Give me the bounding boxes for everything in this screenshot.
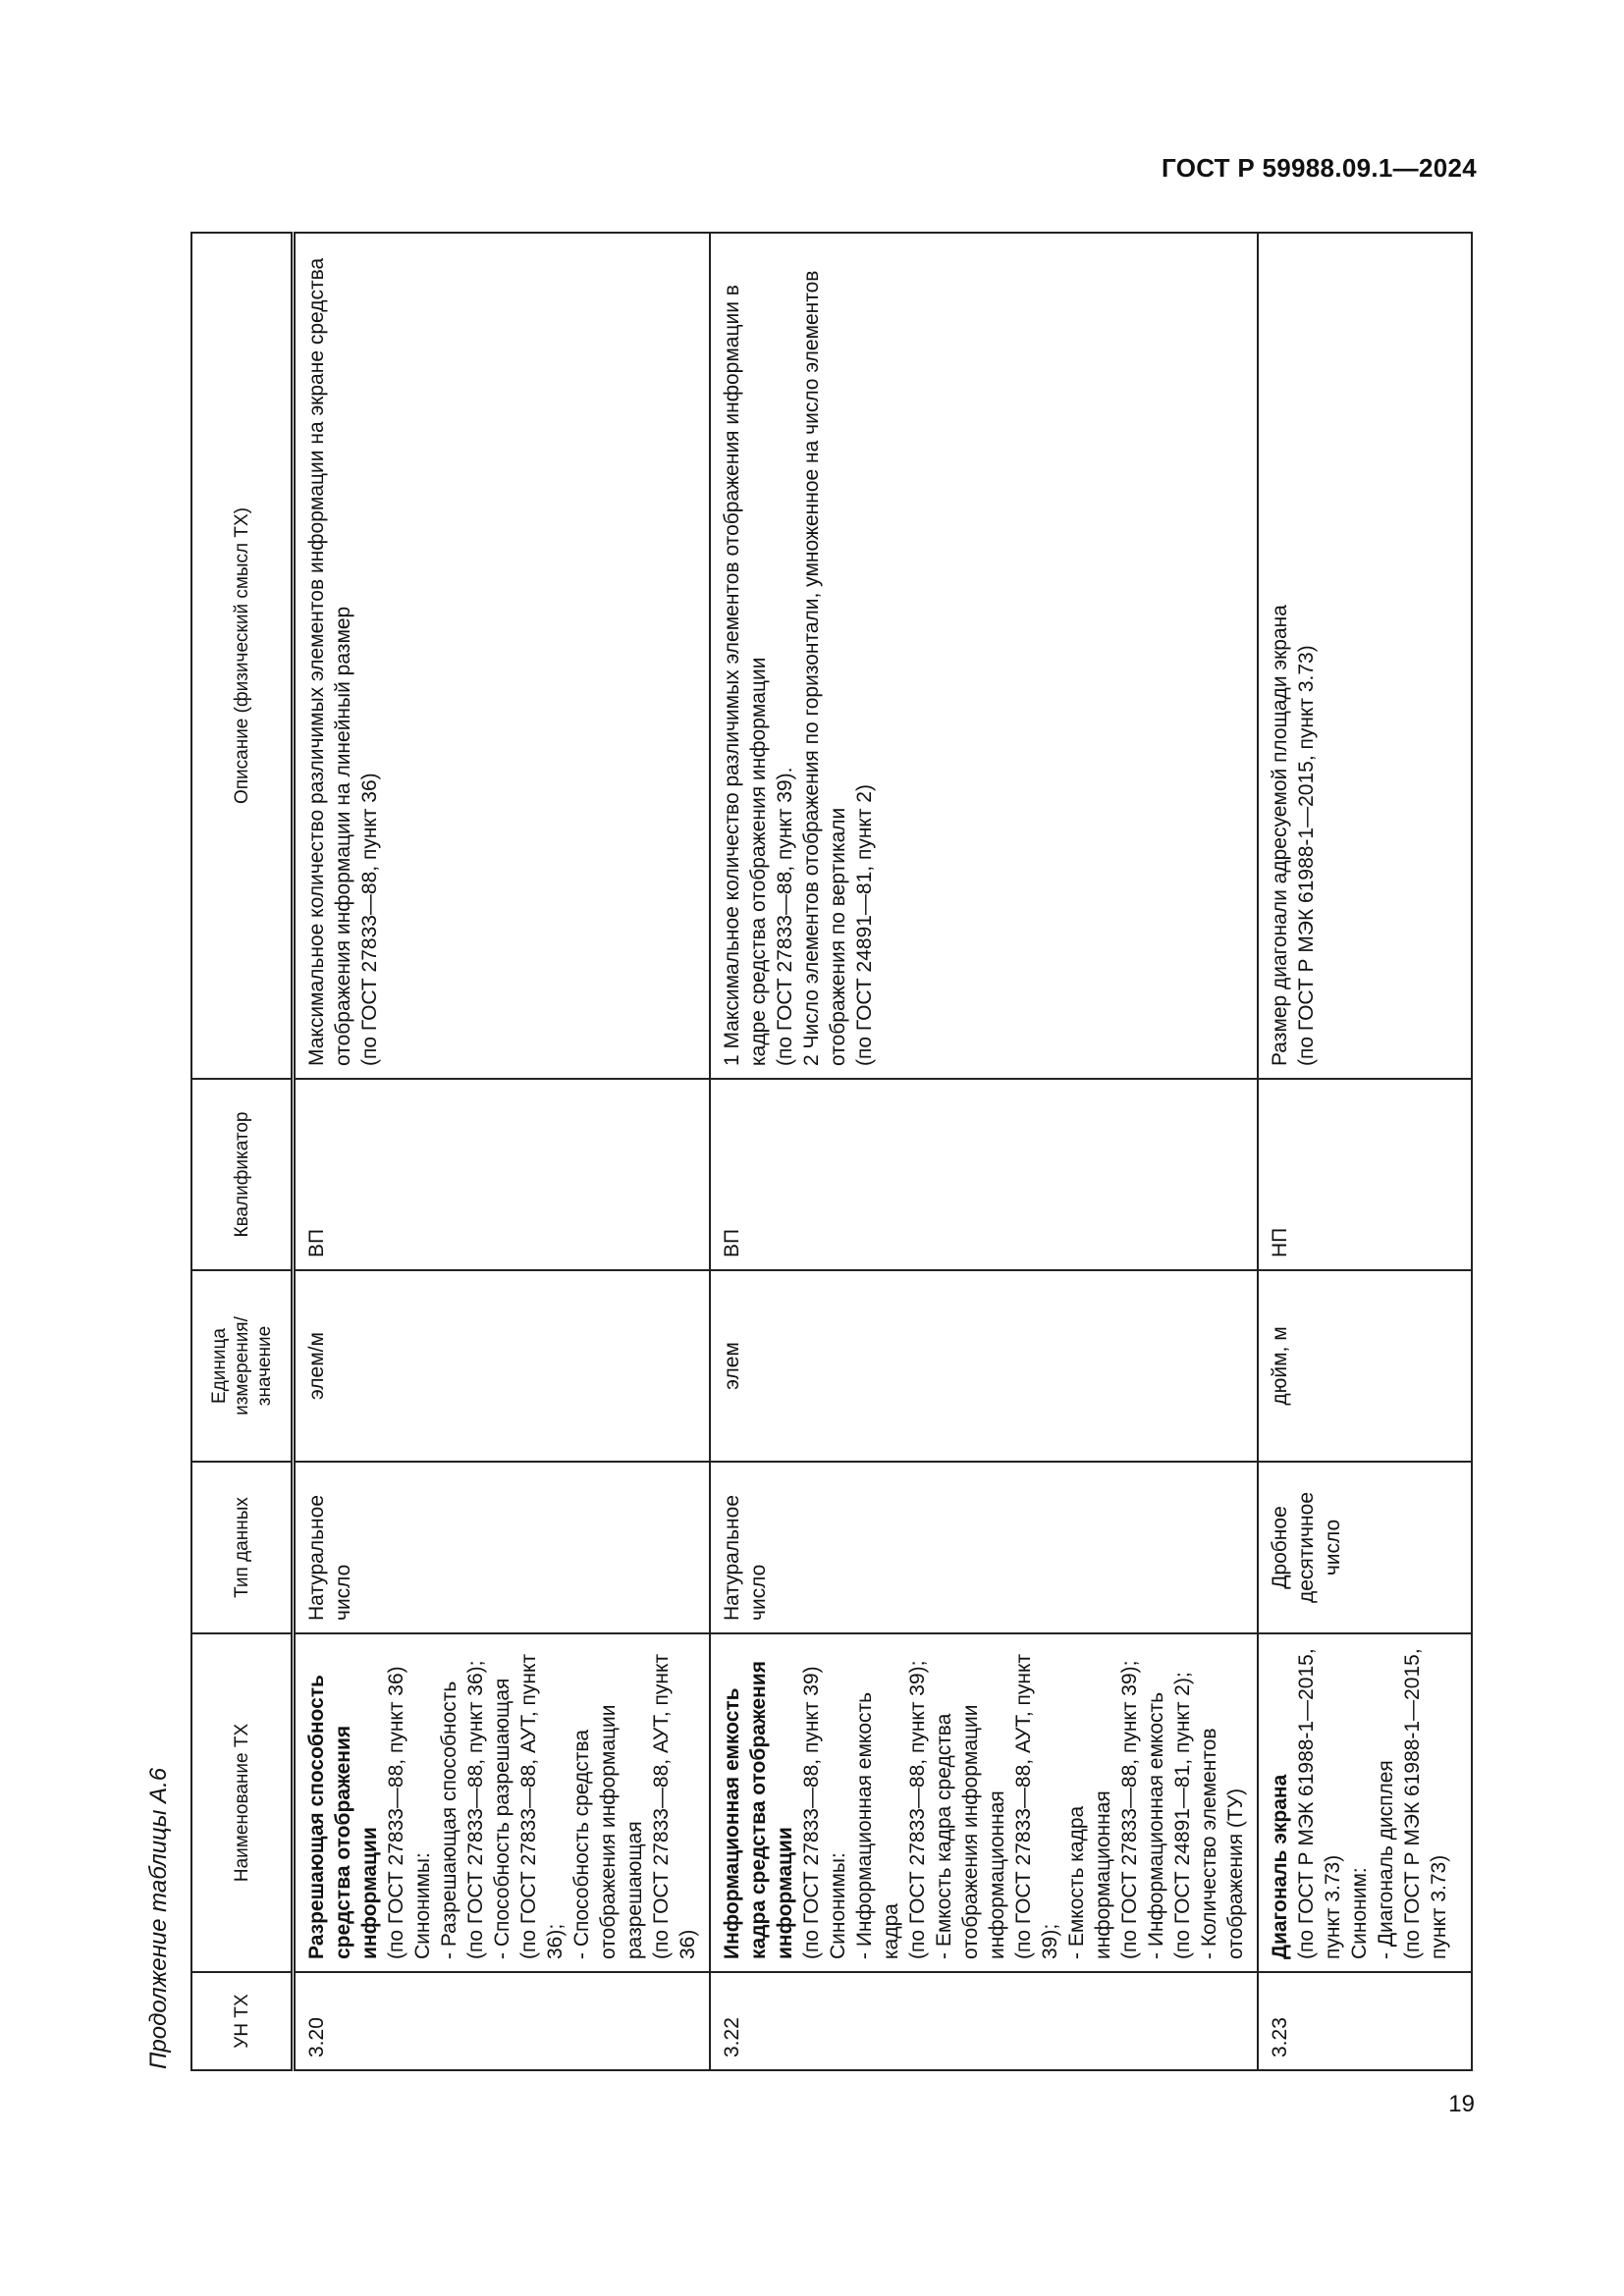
name-line: (по ГОСТ Р МЭК 61988-1—2015, пункт 3.73) (1295, 1648, 1344, 1959)
cell-description (294, 233, 711, 1079)
cell-qualifier: ВП (294, 1079, 711, 1270)
name-line: (по ГОСТ 27833—88, АУТ, пункт 36) (650, 1653, 699, 1959)
name-line: - Разрешающая способность (438, 1681, 460, 1959)
cell-data-type: Дробное десятичное число (1258, 1462, 1472, 1633)
name-line: (по ГОСТ 27833—88, АУТ, пункт 36); (517, 1653, 567, 1959)
name-line: - Диагональ дисплея (1375, 1760, 1397, 1959)
cell-data-type: Натуральное число (710, 1462, 1258, 1633)
name-line: (по ГОСТ 24891—81, пункт 2); (1171, 1672, 1194, 1959)
name-title: Разрешающая способность средства отображения информации (305, 1675, 381, 1959)
column-header-id: УН ТХ (191, 1972, 294, 2070)
name-line: (по ГОСТ 27833—88, пункт 36); (464, 1660, 487, 1959)
cell-qualifier: ВП (710, 1079, 1258, 1270)
document-header: ГОСТ Р 59988.09.1—2024 (1162, 153, 1477, 183)
column-header-description: Описание (физический смысл ТХ) (191, 233, 294, 1079)
cell-data-type: Натуральное число (294, 1462, 711, 1633)
cell-description (1258, 233, 1472, 1079)
description-line: (по ГОСТ Р МЭК 61988-1—2015, пункт 3.73) (1295, 645, 1318, 1066)
description-line: (по ГОСТ 24891—81, пункт 2) (853, 784, 876, 1066)
description-line: Максимальное количество различимых элементов информации на экране средства отображения информации на линейный размер (305, 257, 354, 1066)
name-line: Синонимы: (411, 1852, 434, 1959)
name-title: Диагональ экрана (1269, 1774, 1291, 1959)
name-line: (по ГОСТ 27833—88, пункт 39) (800, 1666, 823, 1959)
table-caption: Продолжение таблицы А.6 (145, 1767, 172, 2069)
column-header-name: Наименование ТХ (191, 1633, 294, 1972)
name-line: - Емкость кадра информационная (1065, 1790, 1114, 1959)
cell-id: 3.22 (710, 1972, 1258, 2070)
description-line: Размер диагонали адресуемой площади экрана (1269, 605, 1291, 1066)
name-line: - Количество элементов отображения (ТУ) (1198, 1728, 1247, 1959)
description-line: 2 Число элементов отображения по горизонтали, умноженное на число элементов отображения по вертикали (800, 270, 849, 1066)
column-header-unit: Единица измерения/ значение (191, 1270, 294, 1462)
column-header-qualifier: Квалификатор (191, 1079, 294, 1270)
cell-id: 3.23 (1258, 1972, 1472, 2070)
name-line: - Способность разрешающая (491, 1678, 514, 1959)
name-line: (по ГОСТ 27833—88, АУТ, пункт 39); (1012, 1653, 1061, 1959)
name-line: - Емкость кадра средства отображения информации информационная (933, 1704, 1008, 1959)
name-line: (по ГОСТ 27833—88, пункт 36) (385, 1666, 407, 1959)
name-line: - Информационная емкость (1145, 1691, 1167, 1959)
cell-unit: элем (710, 1270, 1258, 1462)
name-line: (по ГОСТ 27833—88, пункт 39); (1118, 1660, 1141, 1959)
name-line: - Информационная емкость кадра (853, 1691, 902, 1959)
cell-description (710, 233, 1258, 1079)
table-row (1258, 233, 1472, 2070)
rotated-table-section (145, 226, 1450, 2071)
table-header-row (191, 233, 294, 2070)
name-line: Синонимы: (827, 1852, 849, 1959)
description-line: 1 Максимальное количество различимых элементов отображения информации в кадре средства отображения информации (721, 285, 770, 1066)
name-line: (по ГОСТ 27833—88, пункт 39); (906, 1660, 929, 1959)
cell-id: 3.20 (294, 1972, 711, 2070)
table-row (710, 233, 1258, 2070)
cell-unit: элем/м (294, 1270, 711, 1462)
characteristics-table (190, 232, 1473, 2071)
cell-name (294, 1633, 711, 1972)
cell-name (710, 1633, 1258, 1972)
name-title: Информационная емкость кадра средства отображения информации (721, 1661, 796, 1959)
page-number: 19 (1448, 2091, 1475, 2117)
column-header-data-type: Тип данных (191, 1462, 294, 1633)
name-line: (по ГОСТ Р МЭК 61988-1—2015, пункт 3.73) (1401, 1648, 1450, 1959)
cell-unit: дюйм, м (1258, 1270, 1472, 1462)
description-line: (по ГОСТ 27833—88, пункт 39). (774, 767, 796, 1066)
name-line: Синоним: (1348, 1867, 1371, 1959)
name-line: - Способность средства отображения информации разрешающая (570, 1704, 646, 1959)
description-line: (по ГОСТ 27833—88, пункт 36) (358, 773, 381, 1066)
cell-name (1258, 1633, 1472, 1972)
cell-qualifier: НП (1258, 1079, 1472, 1270)
table-row (294, 233, 711, 2070)
